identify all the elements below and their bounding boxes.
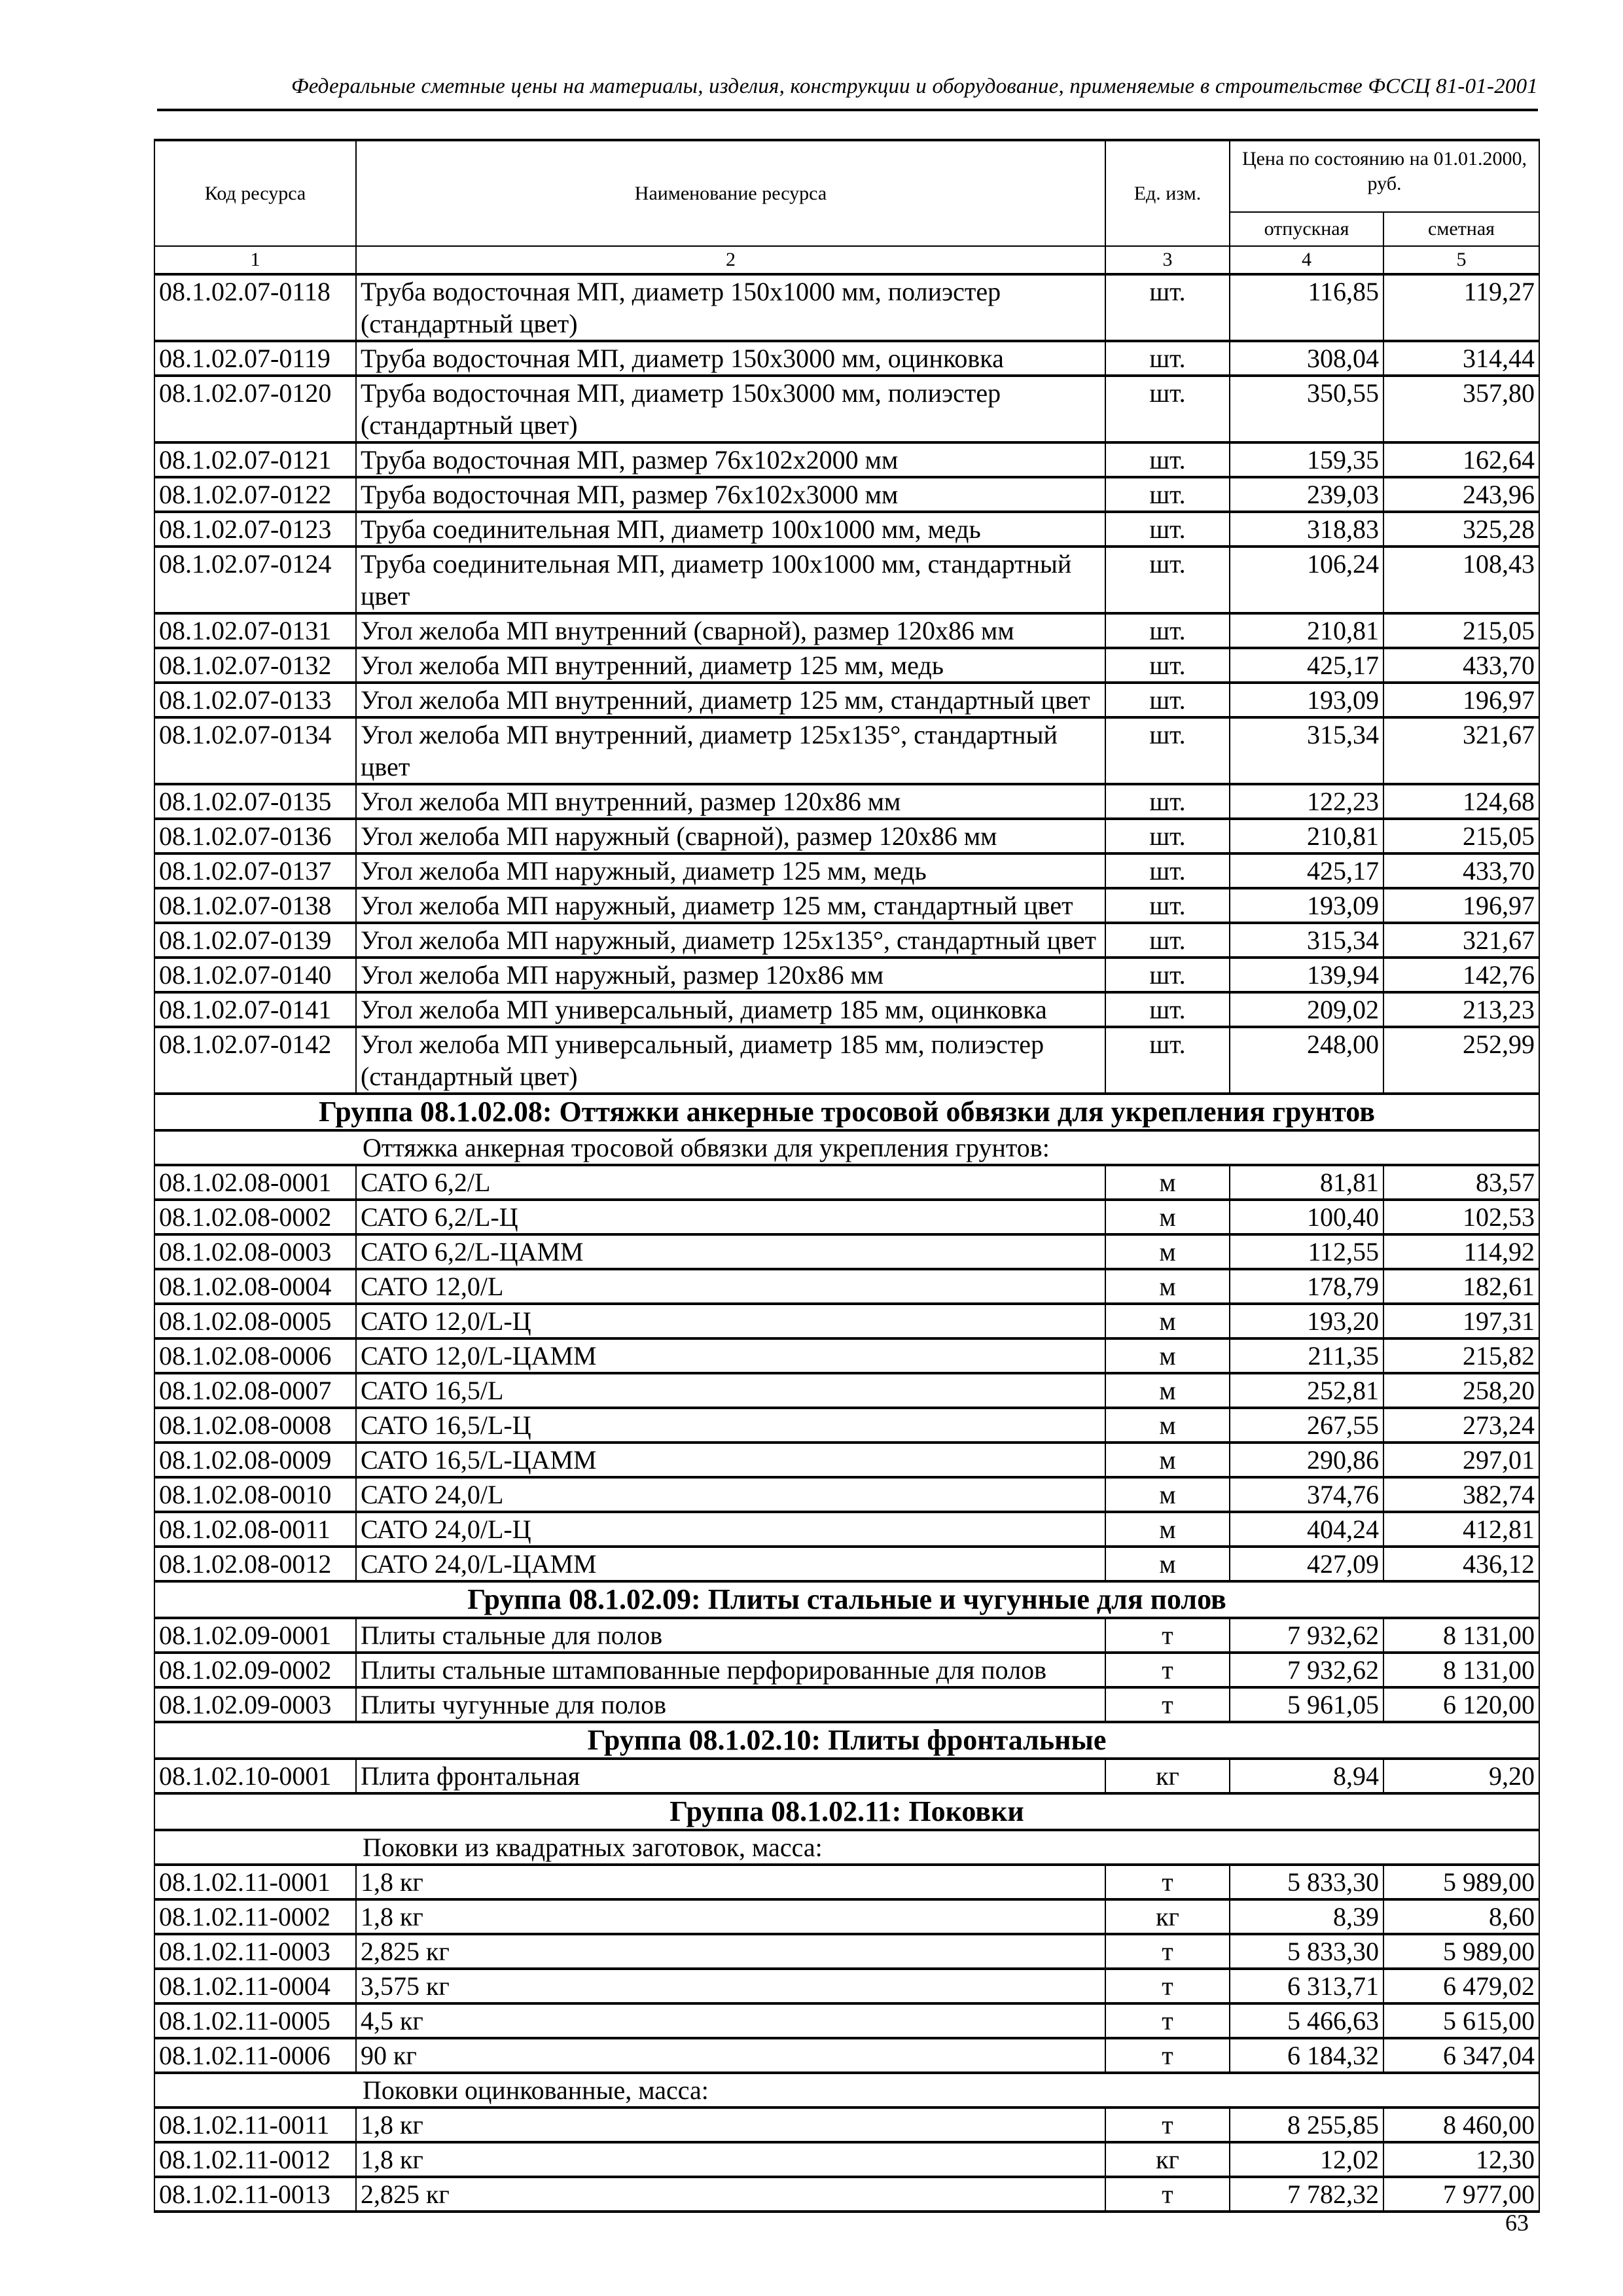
resource-code: 08.1.02.07-0131 [154, 613, 356, 648]
price-release: 5 466,63 [1230, 2003, 1383, 2038]
resource-name: Плиты чугунные для полов [356, 1687, 1105, 1722]
table-row [154, 992, 1539, 1027]
header-code: Код ресурса [154, 140, 356, 246]
price-estimate: 273,24 [1383, 1408, 1539, 1443]
table-row [154, 2177, 1539, 2212]
price-estimate: 213,23 [1383, 992, 1539, 1027]
resource-code: 08.1.02.08-0006 [154, 1338, 356, 1373]
price-estimate: 162,64 [1383, 442, 1539, 477]
column-number: 2 [356, 246, 1105, 274]
table-row [154, 613, 1539, 648]
subheading-spacer [154, 1830, 356, 1865]
price-release: 290,86 [1230, 1443, 1383, 1477]
unit: м [1105, 1165, 1230, 1200]
price-estimate: 433,70 [1383, 853, 1539, 888]
unit: шт. [1105, 648, 1230, 683]
unit: шт. [1105, 613, 1230, 648]
resource-name: 2,825 кг [356, 1934, 1105, 1969]
price-release: 5 833,30 [1230, 1934, 1383, 1969]
price-estimate: 108,43 [1383, 547, 1539, 613]
price-estimate: 297,01 [1383, 1443, 1539, 1477]
price-estimate: 114,92 [1383, 1234, 1539, 1269]
unit: шт. [1105, 477, 1230, 512]
table-row [154, 819, 1539, 853]
price-estimate: 8,60 [1383, 1899, 1539, 1934]
resource-code: 08.1.02.07-0118 [154, 274, 356, 341]
unit: т [1105, 2038, 1230, 2073]
resource-name: САТО 16,5/L-Ц [356, 1408, 1105, 1443]
unit: т [1105, 1618, 1230, 1653]
unit: шт. [1105, 1027, 1230, 1094]
price-estimate: 6 347,04 [1383, 2038, 1539, 2073]
resource-name: Угол желоба МП внутренний, диаметр 125 мм, медь [356, 648, 1105, 683]
resource-code: 08.1.02.07-0136 [154, 819, 356, 853]
subheading-spacer [154, 1130, 356, 1165]
price-release: 425,17 [1230, 853, 1383, 888]
table-row [154, 1759, 1539, 1793]
unit: м [1105, 1304, 1230, 1338]
unit: шт. [1105, 853, 1230, 888]
price-release: 211,35 [1230, 1338, 1383, 1373]
table-row [154, 1408, 1539, 1443]
resource-code: 08.1.02.11-0006 [154, 2038, 356, 2073]
price-estimate: 436,12 [1383, 1547, 1539, 1581]
resource-name: Угол желоба МП внутренний, диаметр 125х135°, стандартный цвет [356, 717, 1105, 784]
resource-name: САТО 6,2/L-Ц [356, 1200, 1105, 1234]
resource-name: Угол желоба МП внутренний, размер 120х86 мм [356, 784, 1105, 819]
table-row [154, 2108, 1539, 2142]
header-price-release: отпускная [1230, 212, 1383, 246]
resource-code: 08.1.02.07-0142 [154, 1027, 356, 1094]
resource-name: САТО 12,0/L-ЦАММ [356, 1338, 1105, 1373]
resource-name: САТО 6,2/L [356, 1165, 1105, 1200]
resource-name: Труба водосточная МП, диаметр 150х3000 мм, полиэстер (стандартный цвет) [356, 376, 1105, 442]
resource-code: 08.1.02.08-0005 [154, 1304, 356, 1338]
group-title: Группа 08.1.02.11: Поковки [154, 1793, 1539, 1830]
table-row [154, 1477, 1539, 1512]
resource-code: 08.1.02.08-0012 [154, 1547, 356, 1581]
table-row [154, 1934, 1539, 1969]
unit: т [1105, 1969, 1230, 2003]
column-numbers-row [154, 246, 1539, 274]
resource-name: Угол желоба МП наружный, размер 120х86 мм [356, 958, 1105, 992]
unit: т [1105, 2003, 1230, 2038]
unit: т [1105, 2108, 1230, 2142]
unit: м [1105, 1269, 1230, 1304]
subheading-row [154, 1130, 1539, 1165]
price-release: 81,81 [1230, 1165, 1383, 1200]
price-release: 100,40 [1230, 1200, 1383, 1234]
price-estimate: 8 131,00 [1383, 1653, 1539, 1687]
table-row [154, 648, 1539, 683]
price-release: 193,09 [1230, 683, 1383, 717]
resource-name: Труба соединительная МП, диаметр 100х1000 мм, медь [356, 512, 1105, 547]
unit: т [1105, 1687, 1230, 1722]
unit: м [1105, 1477, 1230, 1512]
unit: м [1105, 1338, 1230, 1373]
column-number: 3 [1105, 246, 1230, 274]
subheading-row [154, 1830, 1539, 1865]
resource-code: 08.1.02.08-0009 [154, 1443, 356, 1477]
price-release: 239,03 [1230, 477, 1383, 512]
group-header-row [154, 1581, 1539, 1618]
subheading-spacer [154, 2073, 356, 2108]
resource-name: 1,8 кг [356, 1899, 1105, 1934]
unit: шт. [1105, 341, 1230, 376]
unit: т [1105, 2177, 1230, 2212]
resource-code: 08.1.02.11-0013 [154, 2177, 356, 2212]
resource-code: 08.1.02.11-0005 [154, 2003, 356, 2038]
price-estimate: 197,31 [1383, 1304, 1539, 1338]
resource-name: Угол желоба МП наружный, диаметр 125 мм, стандартный цвет [356, 888, 1105, 923]
price-estimate: 412,81 [1383, 1512, 1539, 1547]
price-release: 210,81 [1230, 819, 1383, 853]
table-row [154, 1618, 1539, 1653]
table-row [154, 1027, 1539, 1094]
resource-code: 08.1.02.07-0137 [154, 853, 356, 888]
subheading-row [154, 2073, 1539, 2108]
header-price-estimate: сметная [1383, 212, 1539, 246]
unit: шт. [1105, 442, 1230, 477]
price-release: 8,94 [1230, 1759, 1383, 1793]
resource-code: 08.1.02.11-0004 [154, 1969, 356, 2003]
unit: шт. [1105, 683, 1230, 717]
resource-name: 2,825 кг [356, 2177, 1105, 2212]
resource-code: 08.1.02.07-0123 [154, 512, 356, 547]
running-head: Федеральные сметные цены на материалы, изделия, конструкции и оборудование, применяемые в строительстве ФССЦ 81-01-2001 [291, 75, 1538, 98]
resource-name: 1,8 кг [356, 2142, 1105, 2177]
unit: м [1105, 1547, 1230, 1581]
price-estimate: 124,68 [1383, 784, 1539, 819]
price-release: 308,04 [1230, 341, 1383, 376]
price-table [154, 139, 1540, 2213]
price-estimate: 215,05 [1383, 819, 1539, 853]
price-release: 159,35 [1230, 442, 1383, 477]
resource-name: Угол желоба МП наружный, диаметр 125х135°, стандартный цвет [356, 923, 1105, 958]
table-row [154, 442, 1539, 477]
price-estimate: 5 615,00 [1383, 2003, 1539, 2038]
resource-code: 08.1.02.07-0141 [154, 992, 356, 1027]
resource-code: 08.1.02.08-0003 [154, 1234, 356, 1269]
header-name: Наименование ресурса [356, 140, 1105, 246]
group-title: Группа 08.1.02.10: Плиты фронтальные [154, 1722, 1539, 1759]
unit: м [1105, 1512, 1230, 1547]
table-row [154, 376, 1539, 442]
resource-name: 90 кг [356, 2038, 1105, 2073]
resource-name: САТО 6,2/L-ЦАММ [356, 1234, 1105, 1269]
table-row [154, 1443, 1539, 1477]
unit: шт. [1105, 923, 1230, 958]
price-estimate: 83,57 [1383, 1165, 1539, 1200]
unit: кг [1105, 1759, 1230, 1793]
price-release: 350,55 [1230, 376, 1383, 442]
unit: м [1105, 1408, 1230, 1443]
unit: шт. [1105, 512, 1230, 547]
page-number: 63 [1505, 2210, 1529, 2236]
unit: шт. [1105, 717, 1230, 784]
unit: м [1105, 1234, 1230, 1269]
column-number: 1 [154, 246, 356, 274]
table-row [154, 1865, 1539, 1899]
price-estimate: 433,70 [1383, 648, 1539, 683]
price-estimate: 9,20 [1383, 1759, 1539, 1793]
table-row [154, 1547, 1539, 1581]
resource-name: 4,5 кг [356, 2003, 1105, 2038]
price-release: 7 782,32 [1230, 2177, 1383, 2212]
unit: шт. [1105, 819, 1230, 853]
subheading: Оттяжка анкерная тросовой обвязки для укрепления грунтов: [356, 1130, 1539, 1165]
resource-code: 08.1.02.09-0002 [154, 1653, 356, 1687]
resource-code: 08.1.02.11-0002 [154, 1899, 356, 1934]
resource-name: Угол желоба МП наружный (сварной), размер 120х86 мм [356, 819, 1105, 853]
unit: шт. [1105, 888, 1230, 923]
price-estimate: 314,44 [1383, 341, 1539, 376]
unit: м [1105, 1200, 1230, 1234]
resource-code: 08.1.02.07-0119 [154, 341, 356, 376]
unit: т [1105, 1865, 1230, 1899]
price-estimate: 119,27 [1383, 274, 1539, 341]
resource-name: Плита фронтальная [356, 1759, 1105, 1793]
table-row [154, 1512, 1539, 1547]
price-estimate: 382,74 [1383, 1477, 1539, 1512]
price-estimate: 243,96 [1383, 477, 1539, 512]
price-estimate: 215,82 [1383, 1338, 1539, 1373]
resource-code: 08.1.02.08-0002 [154, 1200, 356, 1234]
price-release: 6 184,32 [1230, 2038, 1383, 2073]
resource-name: Труба водосточная МП, размер 76х102х3000 мм [356, 477, 1105, 512]
resource-code: 08.1.02.10-0001 [154, 1759, 356, 1793]
resource-name: САТО 12,0/L [356, 1269, 1105, 1304]
table-row [154, 853, 1539, 888]
unit: кг [1105, 1899, 1230, 1934]
price-release: 425,17 [1230, 648, 1383, 683]
price-release: 7 932,62 [1230, 1653, 1383, 1687]
table-row [154, 2038, 1539, 2073]
table-row [154, 1165, 1539, 1200]
resource-code: 08.1.02.09-0003 [154, 1687, 356, 1722]
resource-name: 1,8 кг [356, 2108, 1105, 2142]
column-number: 5 [1383, 246, 1539, 274]
price-release: 112,55 [1230, 1234, 1383, 1269]
table-row [154, 923, 1539, 958]
group-title: Группа 08.1.02.08: Оттяжки анкерные тросовой обвязки для укрепления грунтов [154, 1094, 1539, 1130]
table-row [154, 477, 1539, 512]
resource-name: САТО 12,0/L-Ц [356, 1304, 1105, 1338]
resource-code: 08.1.02.07-0133 [154, 683, 356, 717]
group-header-row [154, 1722, 1539, 1759]
header-price-group: Цена по состоянию на 01.01.2000, руб. [1230, 140, 1539, 212]
price-estimate: 252,99 [1383, 1027, 1539, 1094]
resource-code: 08.1.02.11-0003 [154, 1934, 356, 1969]
price-release: 252,81 [1230, 1373, 1383, 1408]
price-release: 6 313,71 [1230, 1969, 1383, 2003]
price-release: 248,00 [1230, 1027, 1383, 1094]
table-row [154, 2003, 1539, 2038]
table-row [154, 1338, 1539, 1373]
price-estimate: 182,61 [1383, 1269, 1539, 1304]
header-unit: Ед. изм. [1105, 140, 1230, 246]
resource-name: САТО 16,5/L-ЦАММ [356, 1443, 1105, 1477]
price-release: 374,76 [1230, 1477, 1383, 1512]
table-row [154, 341, 1539, 376]
price-release: 178,79 [1230, 1269, 1383, 1304]
price-release: 404,24 [1230, 1512, 1383, 1547]
resource-name: САТО 24,0/L [356, 1477, 1105, 1512]
price-table-body [154, 246, 1539, 2212]
table-row [154, 784, 1539, 819]
resource-code: 08.1.02.07-0121 [154, 442, 356, 477]
resource-code: 08.1.02.08-0004 [154, 1269, 356, 1304]
resource-name: САТО 16,5/L [356, 1373, 1105, 1408]
resource-code: 08.1.02.07-0139 [154, 923, 356, 958]
table-row [154, 1653, 1539, 1687]
resource-name: Труба водосточная МП, размер 76х102х2000 мм [356, 442, 1105, 477]
unit: шт. [1105, 784, 1230, 819]
price-release: 210,81 [1230, 613, 1383, 648]
unit: шт. [1105, 376, 1230, 442]
resource-name: Труба водосточная МП, диаметр 150х1000 мм, полиэстер (стандартный цвет) [356, 274, 1105, 341]
table-row [154, 1269, 1539, 1304]
unit: т [1105, 1934, 1230, 1969]
unit: шт. [1105, 274, 1230, 341]
price-release: 193,09 [1230, 888, 1383, 923]
price-estimate: 321,67 [1383, 717, 1539, 784]
column-number: 4 [1230, 246, 1383, 274]
price-estimate: 215,05 [1383, 613, 1539, 648]
resource-code: 08.1.02.11-0012 [154, 2142, 356, 2177]
price-estimate: 5 989,00 [1383, 1865, 1539, 1899]
table-row [154, 512, 1539, 547]
price-estimate: 8 460,00 [1383, 2108, 1539, 2142]
price-estimate: 6 479,02 [1383, 1969, 1539, 2003]
table-row [154, 717, 1539, 784]
resource-code: 08.1.02.07-0124 [154, 547, 356, 613]
price-release: 193,20 [1230, 1304, 1383, 1338]
subheading: Поковки из квадратных заготовок, масса: [356, 1830, 1539, 1865]
resource-name: Труба водосточная МП, диаметр 150х3000 мм, оцинковка [356, 341, 1105, 376]
price-estimate: 7 977,00 [1383, 2177, 1539, 2212]
table-row [154, 1200, 1539, 1234]
resource-name: Плиты стальные штампованные перфорированные для полов [356, 1653, 1105, 1687]
price-release: 318,83 [1230, 512, 1383, 547]
unit: шт. [1105, 992, 1230, 1027]
table-row [154, 1899, 1539, 1934]
group-title: Группа 08.1.02.09: Плиты стальные и чугунные для полов [154, 1581, 1539, 1618]
resource-name: Угол желоба МП внутренний, диаметр 125 мм, стандартный цвет [356, 683, 1105, 717]
resource-code: 08.1.02.07-0140 [154, 958, 356, 992]
resource-code: 08.1.02.07-0122 [154, 477, 356, 512]
resource-code: 08.1.02.08-0010 [154, 1477, 356, 1512]
resource-code: 08.1.02.09-0001 [154, 1618, 356, 1653]
table-row [154, 1304, 1539, 1338]
price-estimate: 142,76 [1383, 958, 1539, 992]
price-estimate: 325,28 [1383, 512, 1539, 547]
price-estimate: 321,67 [1383, 923, 1539, 958]
unit: шт. [1105, 547, 1230, 613]
price-release: 315,34 [1230, 923, 1383, 958]
price-release: 5 961,05 [1230, 1687, 1383, 1722]
price-estimate: 196,97 [1383, 888, 1539, 923]
price-release: 267,55 [1230, 1408, 1383, 1443]
group-header-row [154, 1094, 1539, 1130]
resource-code: 08.1.02.08-0008 [154, 1408, 356, 1443]
unit: м [1105, 1443, 1230, 1477]
price-release: 12,02 [1230, 2142, 1383, 2177]
resource-name: 3,575 кг [356, 1969, 1105, 2003]
running-head-rule [157, 109, 1538, 111]
table-row [154, 2142, 1539, 2177]
table-row [154, 1687, 1539, 1722]
resource-code: 08.1.02.07-0120 [154, 376, 356, 442]
price-release: 8,39 [1230, 1899, 1383, 1934]
resource-code: 08.1.02.11-0001 [154, 1865, 356, 1899]
price-estimate: 6 120,00 [1383, 1687, 1539, 1722]
price-estimate: 258,20 [1383, 1373, 1539, 1408]
resource-name: САТО 24,0/L-ЦАММ [356, 1547, 1105, 1581]
resource-name: Угол желоба МП универсальный, диаметр 185 мм, оцинковка [356, 992, 1105, 1027]
table-row [154, 274, 1539, 341]
resource-name: Угол желоба МП универсальный, диаметр 185 мм, полиэстер (стандартный цвет) [356, 1027, 1105, 1094]
table-row [154, 888, 1539, 923]
table-row [154, 1373, 1539, 1408]
resource-code: 08.1.02.07-0132 [154, 648, 356, 683]
group-header-row [154, 1793, 1539, 1830]
price-release: 122,23 [1230, 784, 1383, 819]
resource-name: Труба соединительная МП, диаметр 100х1000 мм, стандартный цвет [356, 547, 1105, 613]
price-release: 209,02 [1230, 992, 1383, 1027]
resource-code: 08.1.02.07-0135 [154, 784, 356, 819]
unit: м [1105, 1373, 1230, 1408]
resource-name: САТО 24,0/L-Ц [356, 1512, 1105, 1547]
price-release: 5 833,30 [1230, 1865, 1383, 1899]
price-release: 427,09 [1230, 1547, 1383, 1581]
unit: кг [1105, 2142, 1230, 2177]
price-release: 7 932,62 [1230, 1618, 1383, 1653]
resource-code: 08.1.02.08-0007 [154, 1373, 356, 1408]
price-estimate: 196,97 [1383, 683, 1539, 717]
price-release: 116,85 [1230, 274, 1383, 341]
resource-name: Угол желоба МП внутренний (сварной), размер 120х86 мм [356, 613, 1105, 648]
resource-code: 08.1.02.08-0011 [154, 1512, 356, 1547]
price-estimate: 5 989,00 [1383, 1934, 1539, 1969]
table-row [154, 547, 1539, 613]
subheading: Поковки оцинкованные, масса: [356, 2073, 1539, 2108]
table-row [154, 683, 1539, 717]
resource-code: 08.1.02.11-0011 [154, 2108, 356, 2142]
price-estimate: 8 131,00 [1383, 1618, 1539, 1653]
resource-name: 1,8 кг [356, 1865, 1105, 1899]
resource-code: 08.1.02.07-0138 [154, 888, 356, 923]
price-estimate: 102,53 [1383, 1200, 1539, 1234]
table-row [154, 1969, 1539, 2003]
table-row [154, 958, 1539, 992]
resource-name: Плиты стальные для полов [356, 1618, 1105, 1653]
price-estimate: 12,30 [1383, 2142, 1539, 2177]
price-release: 139,94 [1230, 958, 1383, 992]
price-release: 315,34 [1230, 717, 1383, 784]
unit: шт. [1105, 958, 1230, 992]
resource-name: Угол желоба МП наружный, диаметр 125 мм, медь [356, 853, 1105, 888]
price-release: 106,24 [1230, 547, 1383, 613]
price-release: 8 255,85 [1230, 2108, 1383, 2142]
price-estimate: 357,80 [1383, 376, 1539, 442]
resource-code: 08.1.02.07-0134 [154, 717, 356, 784]
resource-code: 08.1.02.08-0001 [154, 1165, 356, 1200]
unit: т [1105, 1653, 1230, 1687]
table-row [154, 1234, 1539, 1269]
